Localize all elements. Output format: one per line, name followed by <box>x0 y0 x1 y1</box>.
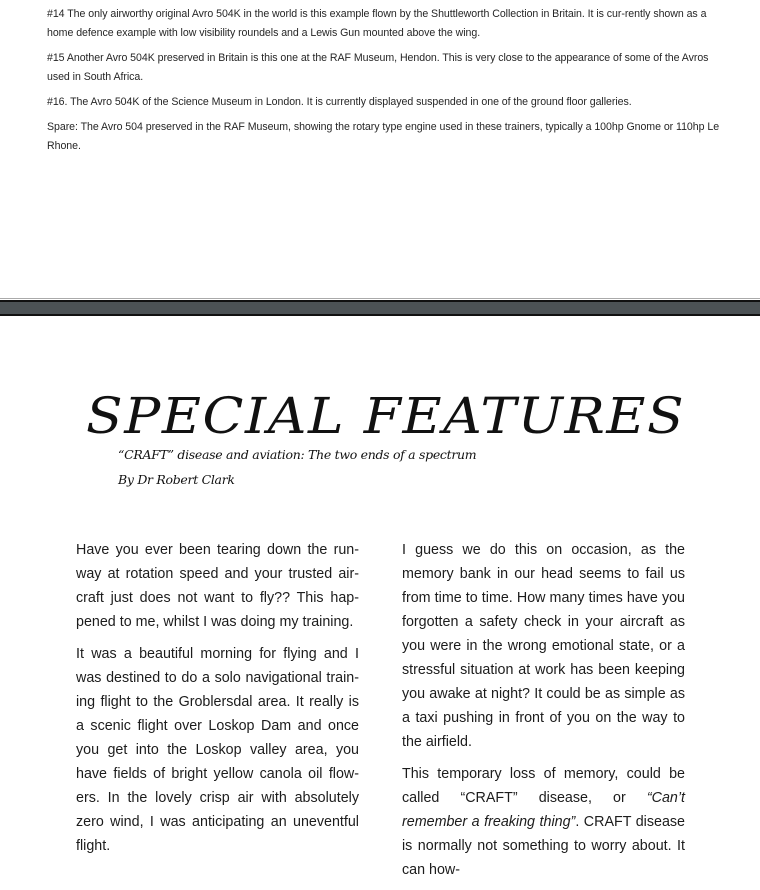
article-byline: By Dr Robert Clark <box>118 472 235 487</box>
article-column-right <box>402 538 685 890</box>
article-subtitle: “CRAFT” disease and aviation: The two ends of a spectrum <box>118 447 477 462</box>
caption-16: #16. The Avro 504K of the Science Museum in London. It is currently displayed suspended in one of the ground floor galleries. <box>47 96 632 108</box>
paragraph <box>402 762 685 882</box>
caption-spare: Spare: The Avro 504 preserved in the RAF Museum, showing the rotary type engine used in these trainers, typically a 100hp Gnome or 110hp Le Rhone. <box>47 121 720 152</box>
caption-15: #15 Another Avro 504K preserved in Britain is this one at the RAF Museum, Hendon. This is very close to the appearance of some of the Avros used in South Africa. <box>47 52 709 83</box>
caption-14: #14 The only airworthy original Avro 504K in the world is this example flown by the Shuttleworth Collection in Britain. It is cur-rently shown as a home defence example with low visibility roundels and a Lewis Gun mounted above the wing. <box>47 8 707 39</box>
paragraph: It was a beautiful morning for flying and I was destined to do a solo navigational train-ing flight to the Groblersdal area. It really is a scenic flight over Loskop Dam and once you get into the Loskop valley area, you have fields of bright yellow canola oil flow-ers. In the lovely crisp air with absolutely zero wind, I was anticipating an uneventful flight. <box>76 646 359 854</box>
page-divider-highlight <box>0 298 760 299</box>
paragraph: I guess we do this on occasion, as the memory bank in our head seems to fail us from time to time. How many times have you forgotten a safety check in your aircraft as you were in the wrong emotional state, or a stressful situation at work has been keeping you awake at night? It could be as simple as a taxi pushing in front of you on the way to the airfield. <box>402 542 685 750</box>
article-column-left <box>76 538 359 866</box>
section-title: SPECIAL FEATURES <box>86 387 686 445</box>
page-divider <box>0 300 760 316</box>
paragraph-text: This temporary loss of memory, could be called “CRAFT” disease, or <box>402 766 685 806</box>
paragraph-text: . CRAFT disease is normally not something to worry about. It can how- <box>402 814 686 878</box>
photo-captions <box>47 5 727 162</box>
paragraph: Have you ever been tearing down the run-way at rotation speed and your trusted air-craft just does not want to fly?? This hap-pened to me, whilst I was doing my training. <box>76 542 359 630</box>
paragraph-italic-phrase: “Can’t remember a freaking thing” <box>402 790 685 830</box>
